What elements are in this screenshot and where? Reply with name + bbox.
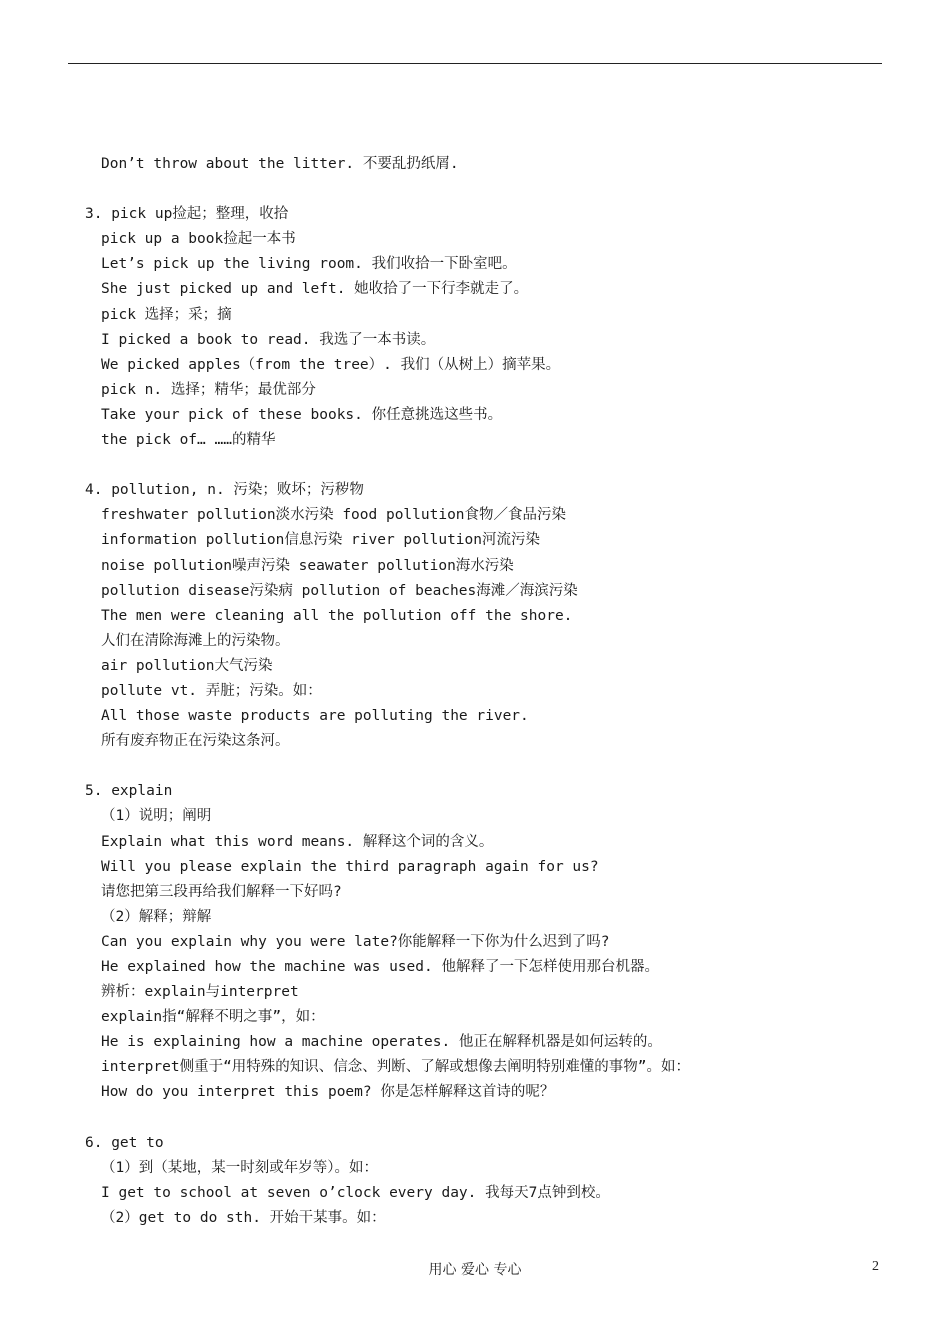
document-body xyxy=(85,152,885,1231)
entry-line: air pollution大气污染 xyxy=(101,657,273,674)
entry-line: I get to school at seven o’clock every day. 我每天7点钟到校。 xyxy=(101,1184,610,1201)
blank-line xyxy=(85,177,885,202)
blank-line xyxy=(85,453,885,478)
entry-line: interpret侧重于“用特殊的知识、信念、判断、了解或想像去阐明特别难懂的事物”。如： xyxy=(101,1059,691,1076)
entry-line: We picked apples（from the tree）. 我们（从树上）摘苹果。 xyxy=(101,356,561,373)
entry-line: Let’s pick up the living room. 我们收拾一下卧室吧。 xyxy=(101,256,517,273)
entry-line: He explained how the machine was used. 他解释了一下怎样使用那台机器。 xyxy=(101,959,659,975)
entry-line: Can you explain why you were late?你能解释一下你为什么迟到了吗? xyxy=(101,933,610,950)
entry-line: information pollution信息污染 river pollution河流污染 xyxy=(101,532,540,549)
entry-line: the pick of… ……的精华 xyxy=(101,432,276,449)
entry-line: Will you please explain the third paragraph again for us? xyxy=(101,858,599,875)
entry-line: （1）说明；阐明 xyxy=(101,808,212,825)
entry-heading: 3. pick up捡起；整理，收拾 xyxy=(85,206,289,223)
entry-line: （2）解释；辩解 xyxy=(101,908,212,925)
entry-line: pollution disease污染病 pollution of beaches海滩／海滨污染 xyxy=(101,582,578,599)
entry-line: Take your pick of these books. 你任意挑选这些书。 xyxy=(101,406,503,423)
header-rule xyxy=(68,63,882,64)
entry-line: （1）到（某地，某一时刻或年岁等）。如： xyxy=(101,1159,378,1176)
entry-line: pick n. 选择；精华；最优部分 xyxy=(101,381,316,398)
entry-line: She just picked up and left. 她收拾了一下行李就走了。 xyxy=(101,281,529,298)
entry-line: noise pollution噪声污染 seawater pollution海水污染 xyxy=(101,557,514,574)
entry-heading: 6. get to xyxy=(85,1134,164,1151)
entry-heading: 5. explain xyxy=(85,783,173,800)
footer-motto: 用心 爱心 专心 xyxy=(428,1262,522,1278)
entry-line: How do you interpret this poem? 你是怎样解释这首诗的呢？ xyxy=(101,1084,555,1101)
entry-line: freshwater pollution淡水污染 food pollution食物／食品污染 xyxy=(101,507,567,524)
entry-line: All those waste products are polluting the river. xyxy=(101,708,529,725)
blank-line xyxy=(85,1106,885,1131)
entry-line: 请您把第三段再给我们解释一下好吗? xyxy=(101,883,342,900)
blank-line xyxy=(85,754,885,779)
entry-line: pollute vt. 弄脏；污染。如： xyxy=(101,682,322,699)
entry-line: Don’t throw about the litter. 不要乱扔纸屑. xyxy=(101,156,459,172)
entry-line: I picked a book to read. 我选了一本书读。 xyxy=(101,331,436,348)
entry-line: Explain what this word means. 解释这个词的含义。 xyxy=(101,833,494,850)
entry-line: （2）get to do sth. 开始干某事。如： xyxy=(101,1209,386,1226)
entry-heading: 4. pollution, n. 污染；败坏；污秽物 xyxy=(85,482,364,499)
entry-line: He is explaining how a machine operates. 他正在解释机器是如何运转的。 xyxy=(101,1034,662,1051)
entry-line: 所有废弃物正在污染这条河。 xyxy=(101,733,290,750)
entry-line: pick 选择；采；摘 xyxy=(101,306,232,323)
entry-line: The men were cleaning all the pollution off the shore. xyxy=(101,607,573,624)
entry-line: pick up a book捡起一本书 xyxy=(101,231,296,248)
entry-line: 辨析：explain与interpret xyxy=(101,984,299,1001)
entry-line: 人们在清除海滩上的污染物。 xyxy=(101,632,290,649)
entry-line: explain指“解释不明之事”，如： xyxy=(101,1009,325,1026)
page-number: 2 xyxy=(872,1259,879,1274)
